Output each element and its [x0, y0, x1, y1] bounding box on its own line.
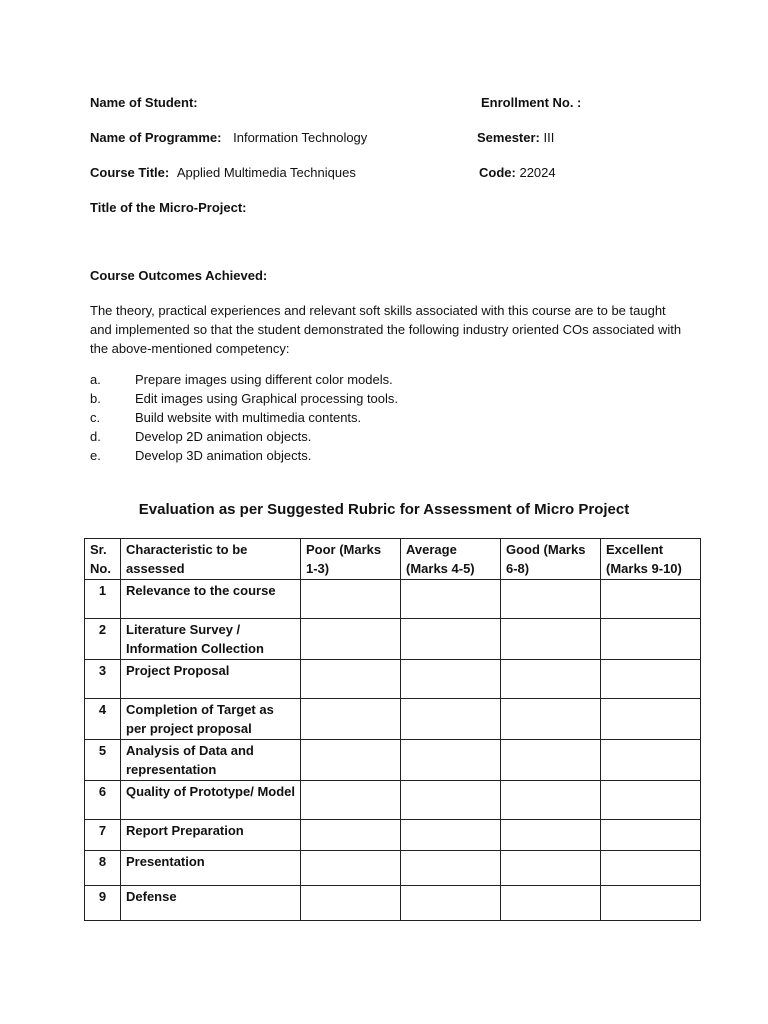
excellent-cell: [601, 820, 701, 851]
table-row: [85, 781, 701, 820]
code-line: [479, 165, 556, 180]
excellent-cell: [601, 699, 701, 740]
list-marker: b.: [90, 391, 101, 406]
excellent-cell: [601, 740, 701, 781]
evaluation-title: Evaluation as per Suggested Rubric for Assessment of Micro Project: [138, 501, 630, 518]
good-cell: [501, 740, 601, 781]
poor-cell: [301, 886, 401, 921]
rubric-table: [84, 538, 701, 921]
average-cell: [401, 886, 501, 921]
code-label: Code:: [479, 165, 516, 180]
row-number: 6: [85, 781, 121, 820]
course-line: [90, 165, 356, 180]
row-number: 4: [85, 699, 121, 740]
code-value: 22024: [519, 165, 556, 180]
excellent-cell: [601, 781, 701, 820]
average-cell: [401, 580, 501, 619]
header-good: Good (Marks 6-8): [501, 539, 601, 580]
excellent-cell: [601, 580, 701, 619]
course-title-label: Course Title:: [90, 165, 170, 180]
excellent-cell: [601, 851, 701, 886]
table-header-row: [85, 539, 701, 580]
list-marker: c.: [90, 410, 101, 425]
list-item: [90, 370, 398, 389]
header-poor: Poor (Marks 1-3): [301, 539, 401, 580]
list-item-text: Edit images using Graphical processing tools.: [135, 391, 399, 406]
average-cell: [401, 781, 501, 820]
list-item-text: Prepare images using different color models.: [135, 372, 393, 387]
good-cell: [501, 580, 601, 619]
average-cell: [401, 851, 501, 886]
row-number: 2: [85, 619, 121, 660]
list-item-text: Build website with multimedia contents.: [135, 410, 362, 425]
row-number: 5: [85, 740, 121, 781]
row-number: 7: [85, 820, 121, 851]
row-characteristic: Literature Survey / Information Collection: [121, 619, 301, 660]
header-sr-no: Sr. No.: [85, 539, 121, 580]
list-marker: d.: [90, 429, 101, 444]
row-characteristic: Project Proposal: [121, 660, 301, 699]
list-item: [90, 389, 398, 408]
table-row: [85, 820, 701, 851]
poor-cell: [301, 820, 401, 851]
row-number: 8: [85, 851, 121, 886]
table-row: [85, 619, 701, 660]
list-item: [90, 446, 398, 465]
excellent-cell: [601, 660, 701, 699]
poor-cell: [301, 851, 401, 886]
good-cell: [501, 820, 601, 851]
good-cell: [501, 619, 601, 660]
list-item-text: Develop 2D animation objects.: [135, 429, 312, 444]
average-cell: [401, 740, 501, 781]
row-characteristic: Quality of Prototype/ Model: [121, 781, 301, 820]
average-cell: [401, 660, 501, 699]
outcomes-list: [90, 370, 398, 465]
list-item-text: Develop 3D animation objects.: [135, 448, 312, 463]
table-row: [85, 699, 701, 740]
student-name-label: Name of Student:: [90, 95, 198, 110]
row-number: 3: [85, 660, 121, 699]
row-characteristic: Defense: [121, 886, 301, 921]
table-row: [85, 886, 701, 921]
table-row: [85, 660, 701, 699]
good-cell: [501, 886, 601, 921]
list-marker: a.: [90, 372, 101, 387]
poor-cell: [301, 781, 401, 820]
table-row: [85, 740, 701, 781]
poor-cell: [301, 660, 401, 699]
excellent-cell: [601, 886, 701, 921]
poor-cell: [301, 699, 401, 740]
outcomes-paragraph: The theory, practical experiences and relevant soft skills associated with this course are to be taught and implemented so that the student demonstrated the following industry oriented COs associated with the above-mentioned competency:: [90, 303, 682, 356]
list-item: [90, 427, 398, 446]
row-number: 9: [85, 886, 121, 921]
good-cell: [501, 781, 601, 820]
course-title-value: Applied Multimedia Techniques: [176, 165, 356, 180]
programme-line: [90, 130, 367, 145]
row-number: 1: [85, 580, 121, 619]
row-characteristic: Presentation: [121, 851, 301, 886]
good-cell: [501, 660, 601, 699]
programme-label: Name of Programme:: [90, 130, 222, 145]
list-item: [90, 408, 398, 427]
semester-label: Semester:: [477, 130, 540, 145]
header-average: Average (Marks 4-5): [401, 539, 501, 580]
header-characteristic: Characteristic to be assessed: [121, 539, 301, 580]
list-marker: e.: [90, 448, 101, 463]
poor-cell: [301, 619, 401, 660]
table-row: [85, 580, 701, 619]
programme-value: Information Technology: [233, 130, 368, 145]
excellent-cell: [601, 619, 701, 660]
outcomes-heading: Course Outcomes Achieved:: [90, 268, 268, 283]
header-excellent: Excellent (Marks 9-10): [601, 539, 701, 580]
average-cell: [401, 619, 501, 660]
average-cell: [401, 699, 501, 740]
poor-cell: [301, 580, 401, 619]
enrollment-label: Enrollment No. :: [481, 95, 582, 110]
good-cell: [501, 851, 601, 886]
row-characteristic: Analysis of Data and representation: [121, 740, 301, 781]
average-cell: [401, 820, 501, 851]
good-cell: [501, 699, 601, 740]
poor-cell: [301, 740, 401, 781]
table-row: [85, 851, 701, 886]
semester-line: [477, 130, 554, 145]
row-characteristic: Report Preparation: [121, 820, 301, 851]
micro-project-title-label: Title of the Micro-Project:: [90, 200, 247, 215]
row-characteristic: Completion of Target as per project proposal: [121, 699, 301, 740]
semester-value: III: [543, 130, 555, 145]
row-characteristic: Relevance to the course: [121, 580, 301, 619]
